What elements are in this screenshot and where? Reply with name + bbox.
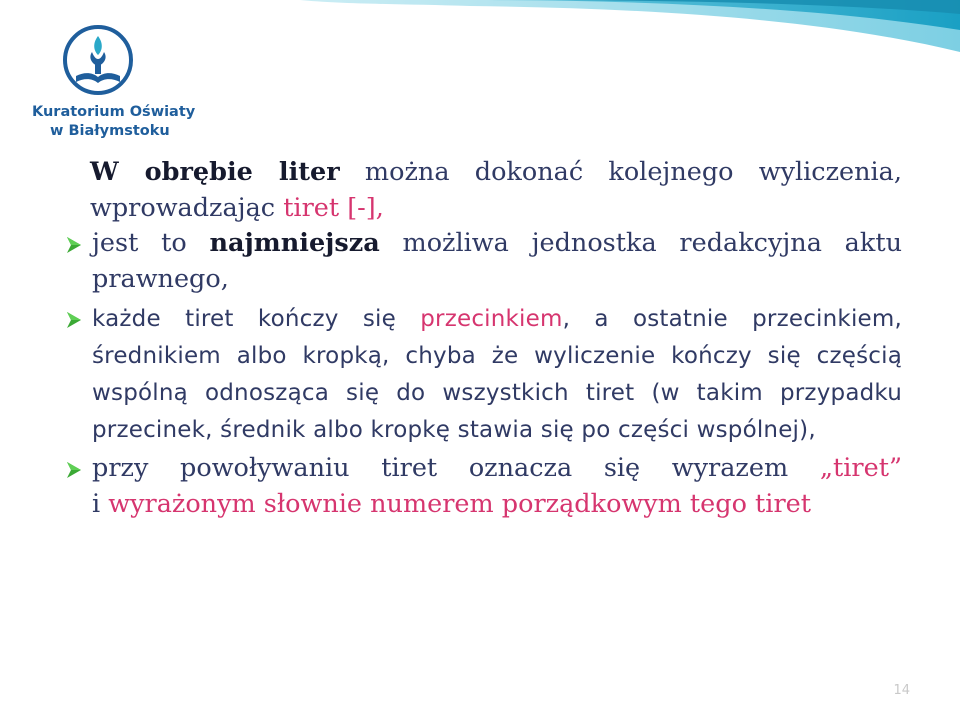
intro-tiret-red: tiret [-], — [283, 192, 384, 223]
bullet-3-line2-red: wyrażonym słownie numerem porządkowym tego tiret — [108, 488, 811, 519]
bullet-3-pre: przy powoływaniu tiret oznacza się wyrazem — [92, 453, 820, 483]
bullet-3-red: „tiret” — [819, 453, 902, 483]
list-item — [62, 451, 902, 522]
bullet-1-post: możliwa jednostka redakcyjna aktu prawnego, — [92, 228, 902, 294]
intro-line-2 — [62, 191, 902, 227]
page-number: 14 — [893, 683, 910, 698]
slide-body — [62, 155, 902, 522]
bullet-2-red: przecinkiem — [420, 306, 563, 332]
arrow-bullet-icon — [64, 460, 84, 480]
arrow-bullet-icon — [64, 310, 84, 330]
bullet-3-line-2 — [92, 487, 902, 523]
list-item — [62, 301, 902, 449]
logo-line-2: w Białymstoku — [50, 123, 170, 139]
bullet-1-pre: jest to — [92, 228, 210, 258]
logo-line-1: Kuratorium Oświaty — [32, 104, 196, 120]
arrow-bullet-icon — [64, 235, 84, 255]
bullet-3-line-1 — [92, 451, 902, 487]
bullet-2-pre: każde tiret kończy się — [92, 306, 421, 332]
torch-book-emblem-icon — [62, 24, 134, 102]
bullet-2-post: , a ostatnie przecinkiem, średnikiem albo kropką, chyba że wyliczenie kończy się częścią wspólną odnosząca się do wszystkich tiret (w takim przypadku przecinek, średnik albo kropkę stawia się po części wspólnej), — [92, 306, 902, 443]
list-item — [62, 226, 902, 297]
kuratorium-logo — [22, 24, 196, 144]
intro-line-1 — [62, 155, 902, 191]
intro-text-b: wprowadzając — [90, 192, 284, 223]
intro-bold: W obrębie liter — [90, 157, 340, 187]
bullet-1-bold: najmniejsza — [209, 228, 380, 258]
bullet-3-line2-pre: i — [92, 488, 109, 519]
intro-text-a: można dokonać kolejnego wyliczenia, — [339, 157, 902, 187]
